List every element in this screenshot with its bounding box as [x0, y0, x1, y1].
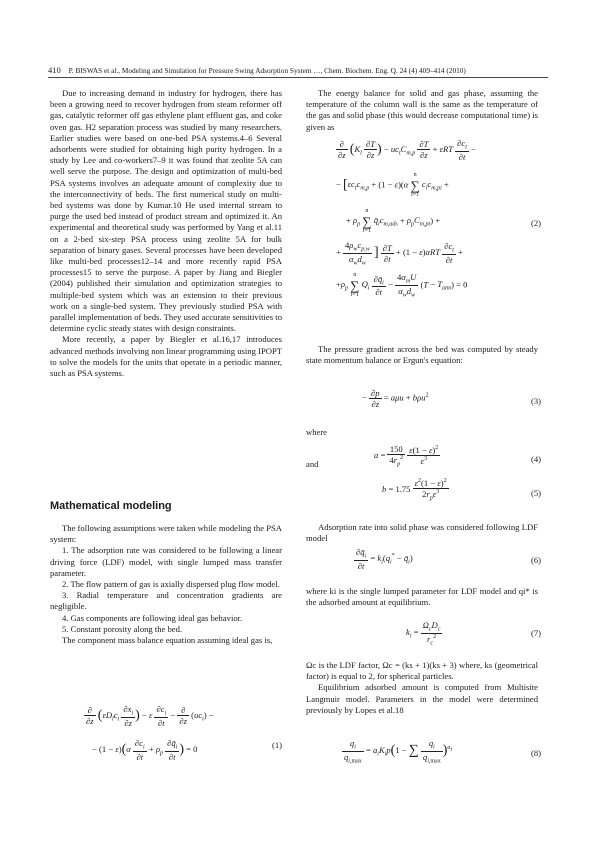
- energy-text: [306, 88, 538, 133]
- equilibrium-paragraph: Equilibrium adsorbed amount is computed from Multisite Langmuir model. Parameters in the model were determined previously by Lopes et al.18: [306, 682, 538, 715]
- pressure-text: [306, 344, 538, 366]
- assumption-4: 4. Gas components are following ideal gas behavior.: [62, 612, 243, 623]
- equation-5: b = 1.75 $\frac{\varepsilon^2(1 - \varepsilon)^2}{2r_p\varepsilon^3}$ (5): [382, 478, 541, 502]
- running-title: P. BISWAS et al., Modeling and Simulation for Pressure Swing Adsorption System …, Chem. Biochem. Eng. Q. 24 (4) 409–414 (2010): [68, 66, 466, 75]
- and-label: and: [306, 459, 319, 469]
- equation-4-number: (4): [530, 454, 541, 464]
- intro-paragraph-1: Due to increasing demand in industry for hydrogen, there has been a growing need to recover hydrogen from steam reformer off gas, catalytic reformer off gas ethylene plant effluent gas, and coke oven gas. H2 separation process was studied by many researchers. Earlier studies were based on one-bed PSA systems.4–6 Several adsorbents were studied for obtaining high purity hydrogen. In a study by Lee and co-workers7–9 it was found that zeolite 5A can well serve the purpose. The design and optimization of multi-bed PSA systems involves an adequate amount of complexity due to the interconnectivity of beds. The first numerical study on multi-bed systems was done by Kumar.10 He used internal stream to purge the used bed instead of product stream and optimized it. An experimental and theoretical study was performed by Yang et al.11 on a 2-bed six-step PSA process using zeolite 5A for bulk separation of binary gases. Several processes have been developed like multi-bed processes12–14 and more recently rapid PSA processes15 to serve the purpose. A paper by Jiang and Biegler (2004) published their simulation and optimization strategies to multiple-bed system which was an extension to their previous work on a single-bed system. They previously studied PSA with parallel implementation of beds. They used accurate sensitivities to determine cyclic steady states with design constraints.: [50, 88, 282, 334]
- equation-2-number: (2): [530, 218, 541, 228]
- equation-6-number: (6): [530, 555, 541, 565]
- assumption-3: 3. Radial temperature and concentration gradients are negligible.: [50, 590, 282, 612]
- mass-balance-text: The component mass balance equation assuming ideal gas is,: [62, 635, 273, 646]
- section-heading: Mathematical modeling: [50, 500, 172, 512]
- equation-3: − $\frac{\partial p}{\partial z}$ = aμu + bρu$^2$ (3): [362, 388, 541, 409]
- running-header: [48, 65, 548, 75]
- equation-6: $\frac{\partial q̄_i}{\partial t}$ = $k_i(q_i^*$ − $q̄_i$) (6): [356, 547, 541, 571]
- adsorption-paragraph: Adsorption rate into solid phase was considered following LDF model: [306, 522, 538, 544]
- assumptions-block: [50, 523, 282, 646]
- equation-7: $k_i$ = $\frac{\Omega_cD_c}{r_c^2}$ (7): [406, 620, 541, 647]
- assumptions-intro: The following assumptions were taken while modeling the PSA system:: [50, 523, 282, 545]
- equation-1: $\frac{\partial}{\partial z}$ ($\varepsilon D_lc_t$ $\frac{\partial x_i}{\partial z}$ ) − ε $\frac{\partial c_i}{\partial t}$ − $\frac{\partial}{\partial z}$ $(uc_i)$ − − (1 − ε)(α $\frac{\partial c_i}{\partial t}$ + $\rho_p$ $\frac{\partial q̄_i}{\partial t}$ ) = 0 (1): [86, 704, 282, 762]
- omega-text: [306, 660, 538, 716]
- equation-5-number: (5): [530, 488, 541, 498]
- left-column: [50, 88, 282, 379]
- omega-paragraph: Ωc is the LDF factor, Ωc = (ks + 1)(ks + 3) where, ks (geometrical factor) is equal to 2, for spherical particles.: [306, 660, 538, 682]
- equation-8-number: (8): [530, 748, 541, 758]
- equation-4: a = $\frac{150}{4r_p^2}$ $\frac{\varepsilon(1 - \varepsilon)^2}{\varepsilon^3}$ (4): [374, 444, 541, 468]
- equation-2: $\frac{\partial}{\partial z}$ ($K_l$ $\frac{\partial T}{\partial z}$ ) − $uc_tC_{m,p}$ $\frac{\partial T}{\partial z}$ + εRT $\frac{\partial c_t}{\partial t}$ − − [$\varepsilon c_tc_{m,p} + (1 - \varepsilon)(\alpha$ n ∑ i=1 $c_ic_{m,pi}$ + + $\rho_p$ n ∑ i=1 $q̄_ic_{m,ads} + \rho_pC_{m,pt}$) + (2) + $\frac{4\rho_wc_{p,w}}{\alpha_wd_w}$ ] $\frac{\partial T}{\partial t}$ + (1 − ε)αRT $\frac{\partial c_t}{\partial t}$ + $+\rho_p$ n ∑ i=1 $Q_i$ $\frac{\partial q̄_i}{\partial t}$ − $\frac{4\alpha_mU}{\alpha_wd_w}$ $(T - T_{atm}) = 0$: [336, 138, 541, 299]
- where-label: where: [306, 427, 327, 437]
- equation-3-number: (3): [530, 396, 541, 406]
- equation-1-number: (1): [271, 740, 282, 750]
- page-number: 410: [48, 65, 61, 75]
- intro-paragraph-2: More recently, a paper by Biegler et al.16,17 introduces advanced methods involving non linear programming using IPOPT to solve the models for the units that operate in a periodic manner, such as PSA systems.: [50, 334, 282, 379]
- assumption-5: 5. Constant porosity along the bed.: [62, 623, 183, 634]
- ki-text: [306, 586, 538, 608]
- equation-7-number: (7): [530, 628, 541, 638]
- adsorption-text: [306, 522, 538, 544]
- header-rule: [48, 77, 548, 78]
- ki-paragraph: where ki is the single lumped parameter for LDF model and qi* is the adsorbed amount at equilibrium.: [306, 586, 538, 608]
- energy-paragraph: The energy balance for solid and gas phase, assuming the temperature of the column wall is the same as the temperature of the gas and solid phase (this would decrease computational time) is given as: [306, 88, 538, 132]
- pressure-paragraph: The pressure gradient across the bed was computed by steady state momentum balance or Ergun's equation:: [306, 344, 538, 366]
- assumption-2: 2. The flow pattern of gas is axially dispersed plug flow model.: [62, 579, 280, 590]
- equation-8: $\frac{q_i}{q_{i,max}}$ = $a_iK_ip(1$ − ∑ $\frac{q_i}{q_{i,max}}$ )$^{a_i}$ (8): [344, 738, 541, 765]
- assumption-1: 1. The adsorption rate was considered to be following a linear driving force (LDF) model, with single lumped mass transfer parameter.: [50, 545, 282, 578]
